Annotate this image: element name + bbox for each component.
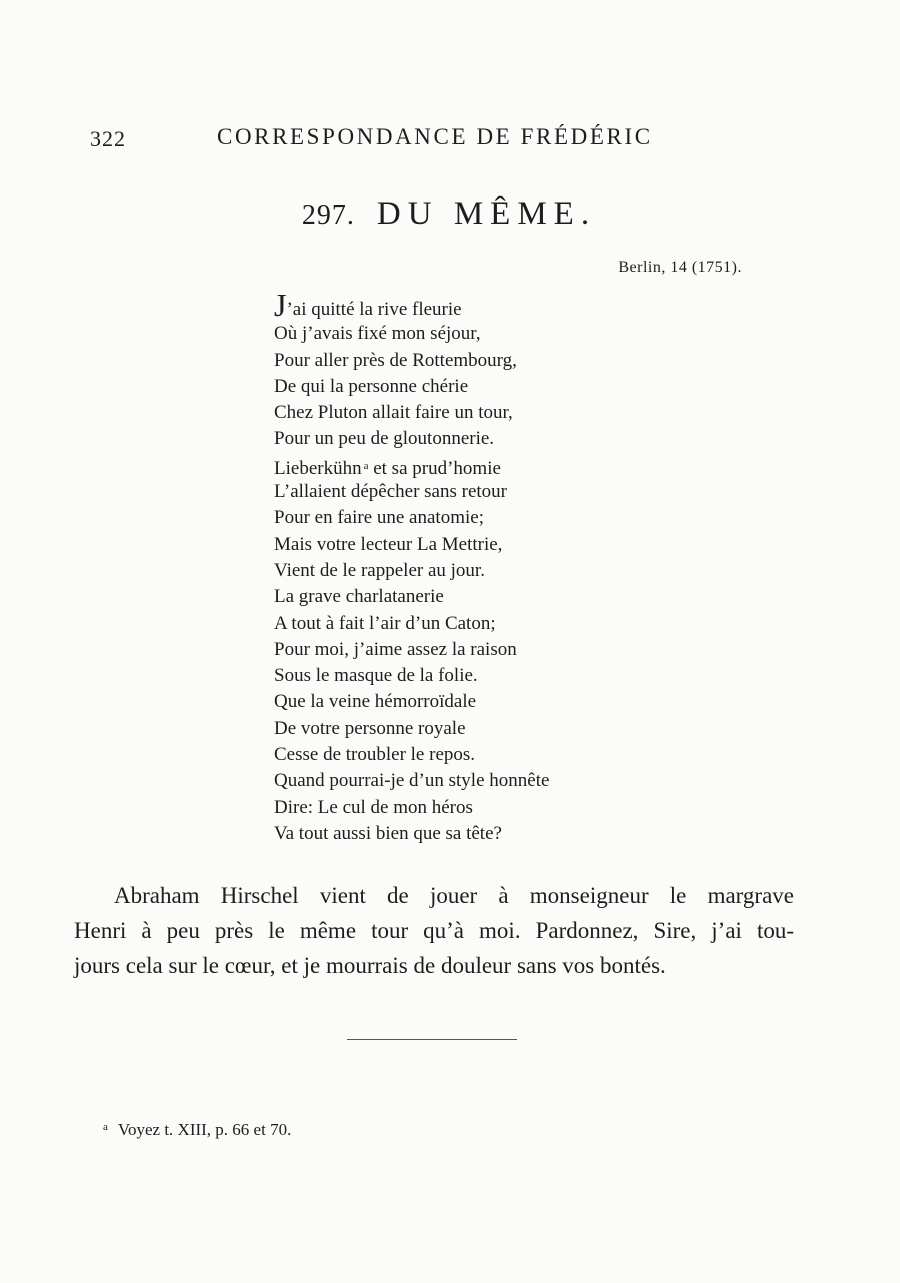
letter-heading bbox=[0, 196, 900, 233]
prose-line: Henri à peu près le même tour qu’à moi. Pardonnez, Sire, j’ai tou- bbox=[74, 918, 794, 943]
poem-line: Pour aller près de Rottembourg, bbox=[274, 349, 517, 371]
page-number: 322 bbox=[90, 126, 126, 151]
poem-line-text: et sa prud’homie bbox=[368, 457, 501, 479]
footnote bbox=[103, 1120, 291, 1140]
poem-line: Dire: Le cul de mon héros bbox=[274, 796, 473, 818]
prose-line: jours cela sur le cœur, et je mourrais de douleur sans vos bontés. bbox=[74, 953, 666, 978]
poem-line-text: ’ai quitté la rive fleurie bbox=[286, 299, 462, 320]
prose-line: Abraham Hirschel vient de jouer à monseigneur le margrave bbox=[114, 883, 794, 908]
poem-line: L’allaient dépêcher sans retour bbox=[274, 481, 508, 503]
letter-title: DU MÊME. bbox=[376, 196, 597, 232]
drop-cap: J bbox=[274, 287, 287, 323]
letter-number: 297. bbox=[301, 200, 355, 231]
poem-line: Cesse de troubler le repos. bbox=[274, 744, 476, 766]
poem-line bbox=[274, 287, 549, 323]
dateline: Berlin, 14 (1751). bbox=[618, 259, 742, 276]
poem-line: Pour moi, j’aime assez la raison bbox=[274, 638, 517, 660]
poem-line: Pour en faire une anatomie; bbox=[274, 507, 484, 529]
poem-line: Sous le masque de la folie. bbox=[274, 665, 478, 687]
poem-line: Mais votre lecteur La Mettrie, bbox=[274, 533, 503, 555]
poem-line bbox=[274, 453, 549, 479]
footnote-marker: a bbox=[103, 1121, 108, 1133]
prose-paragraph bbox=[74, 878, 794, 983]
poem-line: La grave charlatanerie bbox=[274, 586, 444, 608]
poem-line: Pour un peu de gloutonnerie. bbox=[274, 428, 495, 450]
poem-line: A tout à fait l’air d’un Caton; bbox=[274, 612, 496, 634]
poem-line: Va tout aussi bien que sa tête? bbox=[274, 822, 502, 844]
poem bbox=[274, 287, 550, 847]
footnote-reference[interactable]: a bbox=[363, 459, 369, 472]
poem-line-text: Lieberkühn bbox=[274, 457, 362, 479]
poem-line: De votre personne royale bbox=[274, 717, 466, 739]
footnote-text: Voyez t. XIII, p. 66 et 70. bbox=[117, 1120, 292, 1139]
poem-line: Quand pourrai-je d’un style honnête bbox=[274, 770, 550, 792]
poem-line: Où j’avais fixé mon séjour, bbox=[274, 323, 481, 345]
section-divider bbox=[347, 1039, 517, 1040]
poem-line: De qui la personne chérie bbox=[274, 375, 469, 397]
poem-line: Que la veine hémorroïdale bbox=[274, 691, 477, 713]
poem-line: Vient de le rappeler au jour. bbox=[274, 559, 485, 581]
running-title: CORRESPONDANCE DE FRÉDÉRIC bbox=[217, 124, 653, 149]
poem-line: Chez Pluton allait faire un tour, bbox=[274, 402, 513, 424]
